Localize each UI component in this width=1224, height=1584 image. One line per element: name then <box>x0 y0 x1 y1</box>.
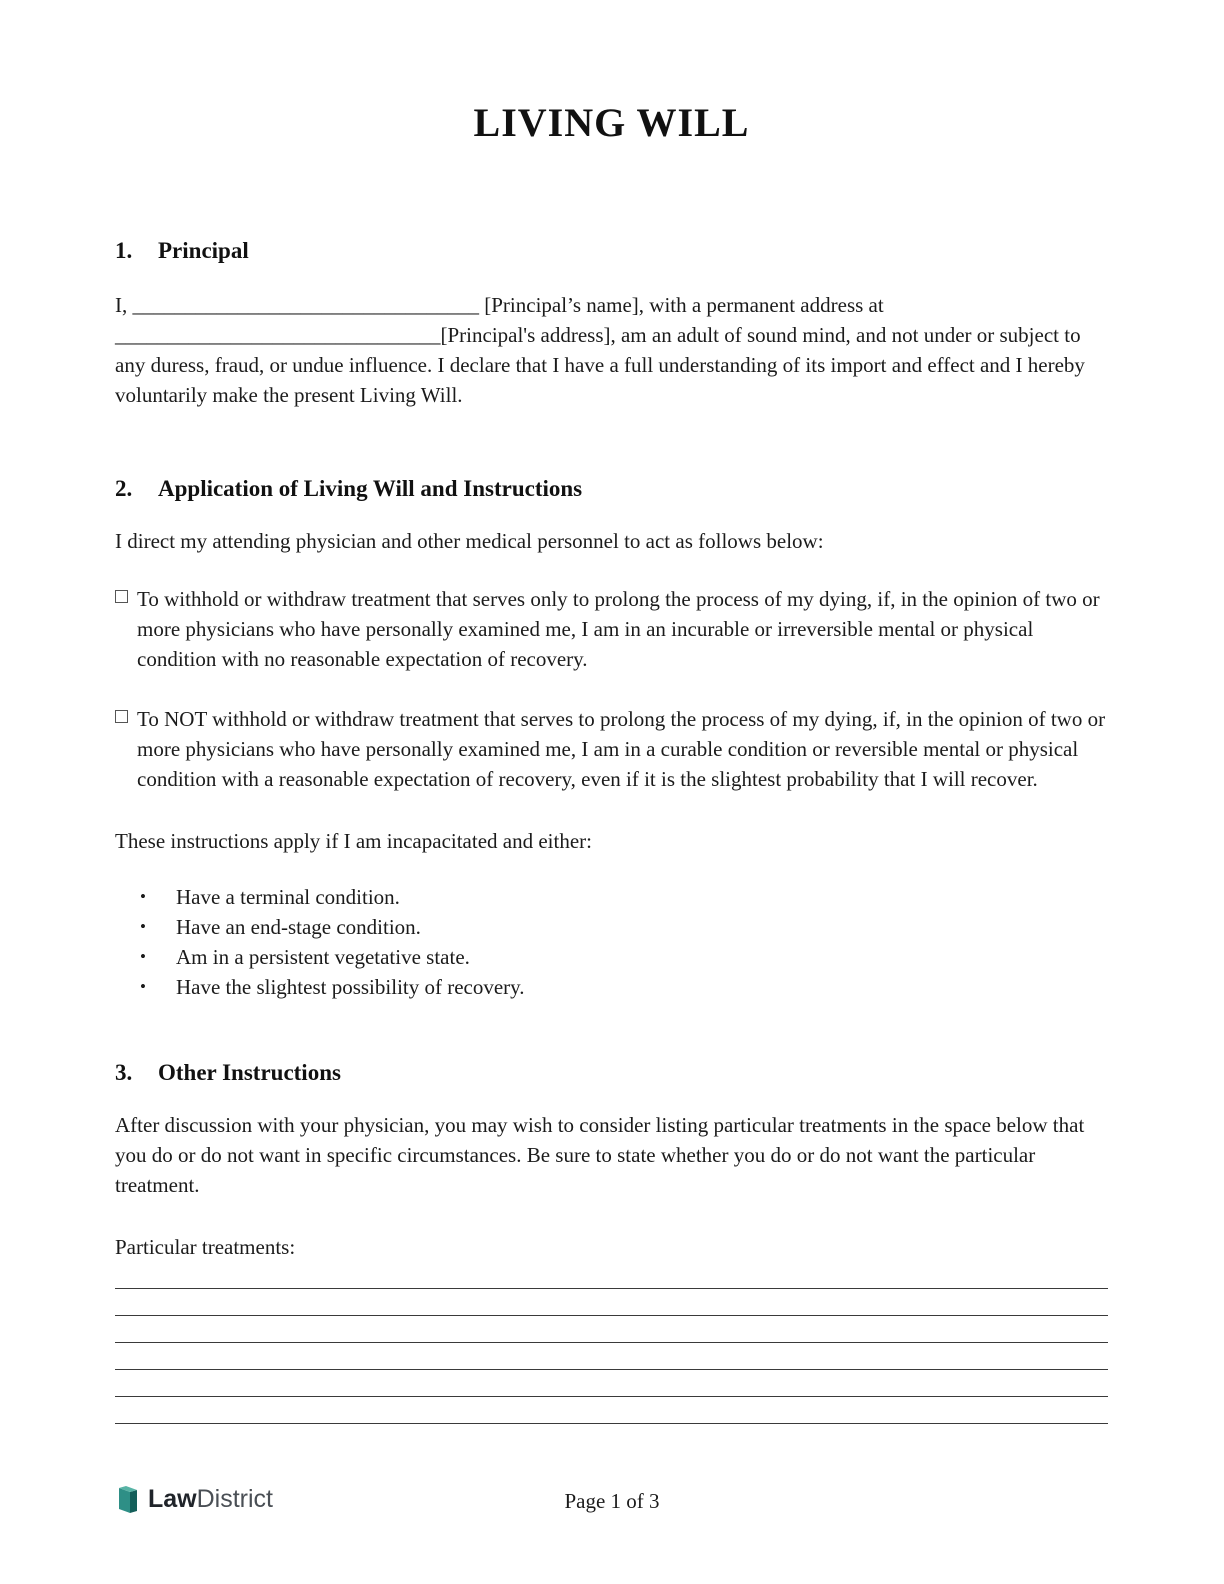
condition-item <box>140 882 1108 912</box>
option-withhold-treatment <box>115 584 1108 674</box>
page-number: Page 1 of 3 <box>564 1489 660 1513</box>
section-title: Application of Living Will and Instructions <box>158 475 583 501</box>
section-principal-heading <box>115 236 1108 266</box>
section-other-instructions-heading <box>115 1058 1108 1088</box>
condition-item <box>140 942 1108 972</box>
principal-paragraph: I, _________________________________ [Principal’s name], with a permanent address at _______________________________[Principal's address], am an adult of sound mind, and not under or subject to any duress, fraud, or undue influence. I declare that I have a full understanding of its import and effect and I hereby voluntarily make the present Living Will. <box>115 292 1085 407</box>
treatment-blank-line[interactable] <box>115 1370 1108 1397</box>
particular-treatments-lines <box>115 1262 1108 1424</box>
lawdistrict-icon <box>115 1485 141 1515</box>
condition-text: Am in a persistent vegetative state. <box>176 944 470 969</box>
page-footer <box>0 1482 1224 1516</box>
section-number: 3. <box>115 1059 133 1085</box>
treatment-blank-line[interactable] <box>115 1289 1108 1316</box>
bullet-icon: • <box>140 946 146 966</box>
section-application-heading <box>115 474 1108 504</box>
brand-district-text: District <box>196 1485 274 1513</box>
condition-text: Have the slightest possibility of recovery. <box>176 974 525 999</box>
particular-treatments-label: Particular treatments: <box>115 1234 296 1259</box>
option-not-withhold-treatment <box>115 704 1108 794</box>
bullet-icon: • <box>140 976 146 996</box>
section-title: Principal <box>158 238 249 263</box>
brand-law-text: Law <box>148 1485 197 1513</box>
bullet-icon: • <box>140 886 146 906</box>
treatment-blank-line[interactable] <box>115 1316 1108 1343</box>
other-instructions-paragraph: After discussion with your physician, you may wish to consider listing particular treatments in the space below that you do or do not want in specific circumstances. Be sure to state whether you do or do not want the particular treatment. <box>115 1112 1085 1197</box>
withhold-treatment-checkbox[interactable] <box>115 590 128 603</box>
condition-item <box>140 912 1108 942</box>
condition-text: Have a terminal condition. <box>176 884 400 909</box>
option-withhold-label: To withhold or withdraw treatment that serves only to prolong the process of my dying, if, in the opinion of two or more physicians who have personally examined me, I am in an incurable or irreversible mental or physical condition with no reasonable expectation of recovery. <box>137 586 1100 671</box>
application-intro: I direct my attending physician and other medical personnel to act as follows below: <box>115 528 824 553</box>
option-not-withhold-label: To NOT withhold or withdraw treatment that serves to prolong the process of my dying, if, in the opinion of two or more physicians who have personally examined me, I am in a curable condition or reversible mental or physical condition with a reasonable expectation of recovery, even if it is the slightest probability that I will recover. <box>137 706 1106 791</box>
section-title: Other Instructions <box>158 1059 341 1085</box>
section-number: 2. <box>115 475 133 501</box>
not-withhold-treatment-checkbox[interactable] <box>115 710 128 723</box>
conditions-intro: These instructions apply if I am incapacitated and either: <box>115 828 592 853</box>
section-number: 1. <box>115 238 133 263</box>
condition-text: Have an end-stage condition. <box>176 914 421 939</box>
treatment-blank-line[interactable] <box>115 1397 1108 1424</box>
treatment-blank-line[interactable] <box>115 1262 1108 1289</box>
lawdistrict-logo <box>115 1482 273 1518</box>
condition-item <box>140 972 1108 1002</box>
bullet-icon: • <box>140 916 146 936</box>
conditions-list <box>140 882 1108 1002</box>
treatment-blank-line[interactable] <box>115 1343 1108 1370</box>
document-title: LIVING WILL <box>473 100 750 145</box>
